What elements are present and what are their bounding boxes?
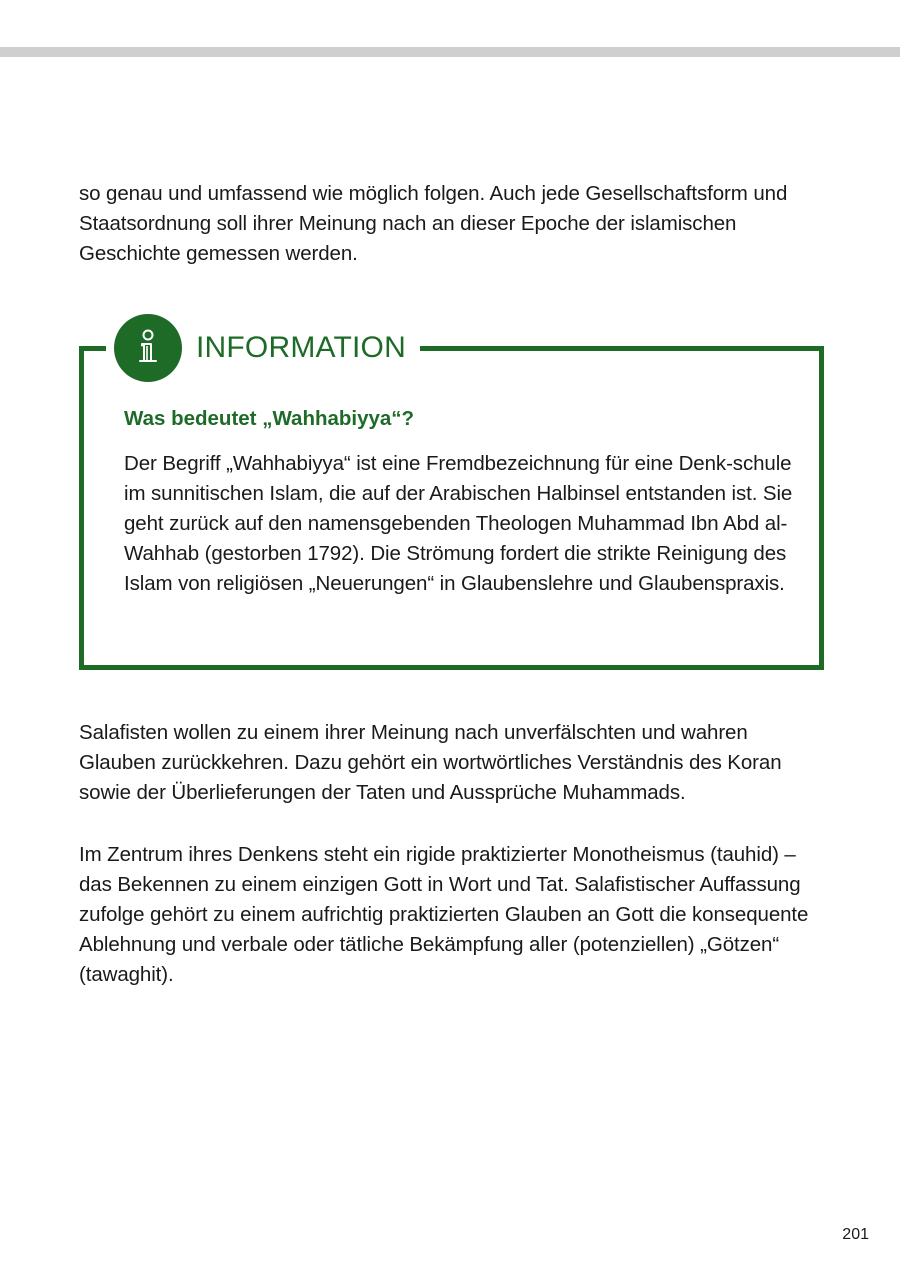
info-box-heading: INFORMATION bbox=[196, 331, 406, 364]
info-box-header bbox=[106, 314, 420, 382]
top-rule bbox=[0, 47, 900, 57]
info-box-body: Der Begriff „Wahhabiyya“ ist eine Fremdbezeichnung für eine Denk-schule im sunnitischen Islam, die auf der Arabischen Halbinsel entstanden ist. Sie geht zurück auf den namensgebenden Theologen Muhammad Ibn Abd al-Wahhab (gestorben 1792). Die Strömung fordert die strikte Reinigung des Islam von religiösen „Neuerungen“ in Glaubenslehre und Glaubenspraxis. bbox=[124, 452, 793, 595]
intro-paragraph: so genau und umfassend wie möglich folgen. Auch jede Gesellschaftsform und Staatsordnung soll ihrer Meinung nach an dieser Epoche der islamischen Geschichte gemessen werden. bbox=[79, 182, 788, 265]
zentrum-paragraph: Im Zentrum ihres Denkens steht ein rigide praktizierter Monotheismus (tauhid) – das Bekennen zu einem einzigen Gott in Wort und Tat. Salafistischer Auffassung zufolge gehört zu einem aufrichtig praktizierten Glauben an Gott die konsequente Ablehnung und verbale oder tätliche Bekämpfung aller (potenziellen) „Götzen“ (tawaghit). bbox=[79, 843, 809, 986]
salafisten-paragraph: Salafisten wollen zu einem ihrer Meinung nach unverfälschten und wahren Glauben zurückkehren. Dazu gehört ein wortwörtliches Verständnis des Koran sowie der Überlieferungen der Taten und Aussprüche Muhammads. bbox=[79, 721, 782, 804]
page-number: 201 bbox=[842, 1226, 869, 1243]
info-icon bbox=[114, 314, 182, 382]
info-box-title: Was bedeutet „Wahhabiyya“? bbox=[124, 407, 415, 430]
